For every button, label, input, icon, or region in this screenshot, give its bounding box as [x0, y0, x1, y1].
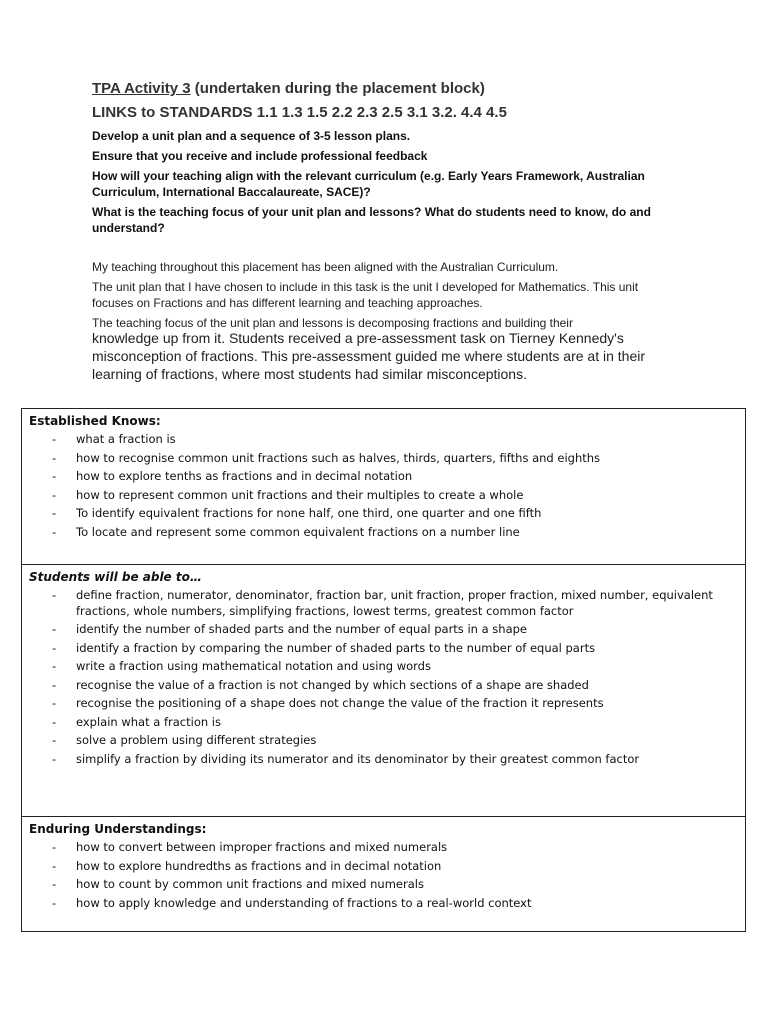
list-item	[22, 659, 745, 675]
list-item-text: To locate and represent some common equivalent fractions on a number line	[76, 524, 520, 539]
list-item-text: how to recognise common unit fractions such as halves, thirds, quarters, fifths and eighths	[76, 450, 601, 465]
standards-links: LINKS to STANDARDS 1.1 1.3 1.5 2.2 2.3 2.5 3.1 3.2. 4.4 4.5	[92, 104, 507, 121]
activity-subtitle: (undertaken during the placement block)	[190, 80, 485, 97]
list-item-text: recognise the positioning of a shape does not change the value of the fraction it represents	[76, 696, 604, 710]
dash-bullet: -	[52, 877, 57, 891]
dash-bullet: -	[52, 432, 57, 446]
list-item-text: how to apply knowledge and understanding of fractions to a real-world context	[76, 895, 532, 910]
list-item	[22, 622, 745, 638]
list-item-text: write a fraction using mathematical notation and using words	[76, 659, 431, 673]
established-knows-list	[22, 432, 745, 540]
activity-title: TPA Activity 3	[92, 80, 191, 97]
dash-bullet: -	[52, 506, 57, 520]
list-item	[22, 752, 745, 768]
list-item	[22, 877, 745, 893]
dash-bullet: -	[52, 696, 57, 710]
dash-bullet: -	[52, 469, 57, 483]
list-item-text: identify a fraction by comparing the number of shaded parts to the number of equal parts	[76, 640, 596, 655]
list-item-text: how to count by common unit fractions and mixed numerals	[76, 877, 424, 891]
dash-bullet: -	[52, 677, 57, 692]
enduring-understandings-section	[22, 817, 745, 931]
list-item-text: explain what a fraction is	[76, 714, 221, 729]
list-item	[22, 588, 745, 619]
section-title: Enduring Understandings:	[29, 822, 207, 836]
established-knows-section	[22, 409, 745, 565]
response-paragraph-3b: knowledge up from it. Students received a pre-assessment task on Tierney Kennedy's misconception of fractions. This pre-assessment guided me where students are at in their learning of fractions, where most students had similar misconceptions.	[92, 330, 646, 382]
section-title: Established Knows:	[29, 414, 161, 428]
list-item	[22, 859, 745, 875]
list-item	[22, 840, 745, 856]
list-item-text: identify the number of shaded parts and the number of equal parts in a shape	[76, 622, 527, 636]
dash-bullet: -	[52, 714, 57, 729]
question-1: Develop a unit plan and a sequence of 3-5 lesson plans.	[92, 129, 411, 143]
list-item-text: how to represent common unit fractions and their multiples to create a whole	[76, 487, 524, 502]
task-questions	[92, 128, 682, 240]
list-item	[22, 696, 745, 712]
list-item	[22, 488, 745, 504]
learning-outcomes-table	[21, 408, 746, 932]
students-able-section	[22, 565, 745, 817]
enduring-understandings-list	[22, 840, 745, 911]
students-able-list	[22, 588, 745, 767]
question-4: What is the teaching focus of your unit plan and lessons? What do students need to know, do and understand?	[92, 205, 651, 235]
dash-bullet: -	[52, 588, 57, 602]
list-item-text: what a fraction is	[76, 432, 176, 446]
list-item-text: To identify equivalent fractions for none half, one third, one quarter and one fifth	[76, 506, 542, 520]
dash-bullet: -	[52, 524, 57, 539]
response-text	[92, 259, 672, 387]
dash-bullet: -	[52, 640, 57, 655]
question-2: Ensure that you receive and include professional feedback	[92, 149, 428, 163]
dash-bullet: -	[52, 751, 57, 766]
dash-bullet: -	[52, 487, 57, 502]
response-paragraph-3a: The teaching focus of the unit plan and lessons is decomposing fractions and building their	[92, 316, 573, 330]
list-item-text: how to explore hundredths as fractions and in decimal notation	[76, 858, 442, 873]
list-item-text: simplify a fraction by dividing its numerator and its denominator by their greatest common factor	[76, 751, 640, 766]
dash-bullet: -	[52, 733, 57, 747]
list-item	[22, 469, 745, 485]
list-item	[22, 678, 745, 694]
list-item	[22, 525, 745, 541]
response-paragraph-1: My teaching throughout this placement has been aligned with the Australian Curriculum.	[92, 260, 559, 274]
list-item	[22, 432, 745, 448]
question-3: How will your teaching align with the relevant curriculum (e.g. Early Years Framework, Australian Curriculum, International Baccalaureate, SACE)?	[92, 169, 645, 199]
list-item	[22, 733, 745, 749]
dash-bullet: -	[52, 622, 57, 636]
list-item	[22, 641, 745, 657]
list-item-text: define fraction, numerator, denominator, fraction bar, unit fraction, proper fraction, mixed number, equivalent fractions, whole numbers, simplifying fractions, lowest terms, greatest common factor	[76, 588, 713, 618]
list-item	[22, 506, 745, 522]
list-item-text: how to explore tenths as fractions and in decimal notation	[76, 469, 413, 483]
dash-bullet: -	[52, 858, 57, 873]
list-item-text: solve a problem using different strategies	[76, 733, 317, 747]
activity-heading	[92, 80, 485, 97]
list-item	[22, 451, 745, 467]
dash-bullet: -	[52, 659, 57, 673]
response-paragraph-2: The unit plan that I have chosen to include in this task is the unit I developed for Mathematics. This unit focuses on Fractions and has different learning and teaching approaches.	[92, 280, 639, 310]
section-title: Students will be able to…	[29, 570, 202, 584]
dash-bullet: -	[52, 840, 57, 854]
dash-bullet: -	[52, 450, 57, 465]
list-item	[22, 715, 745, 731]
list-item	[22, 896, 745, 912]
dash-bullet: -	[52, 895, 57, 910]
list-item-text: recognise the value of a fraction is not changed by which sections of a shape are shaded	[76, 677, 589, 692]
list-item-text: how to convert between improper fractions and mixed numerals	[76, 840, 448, 854]
